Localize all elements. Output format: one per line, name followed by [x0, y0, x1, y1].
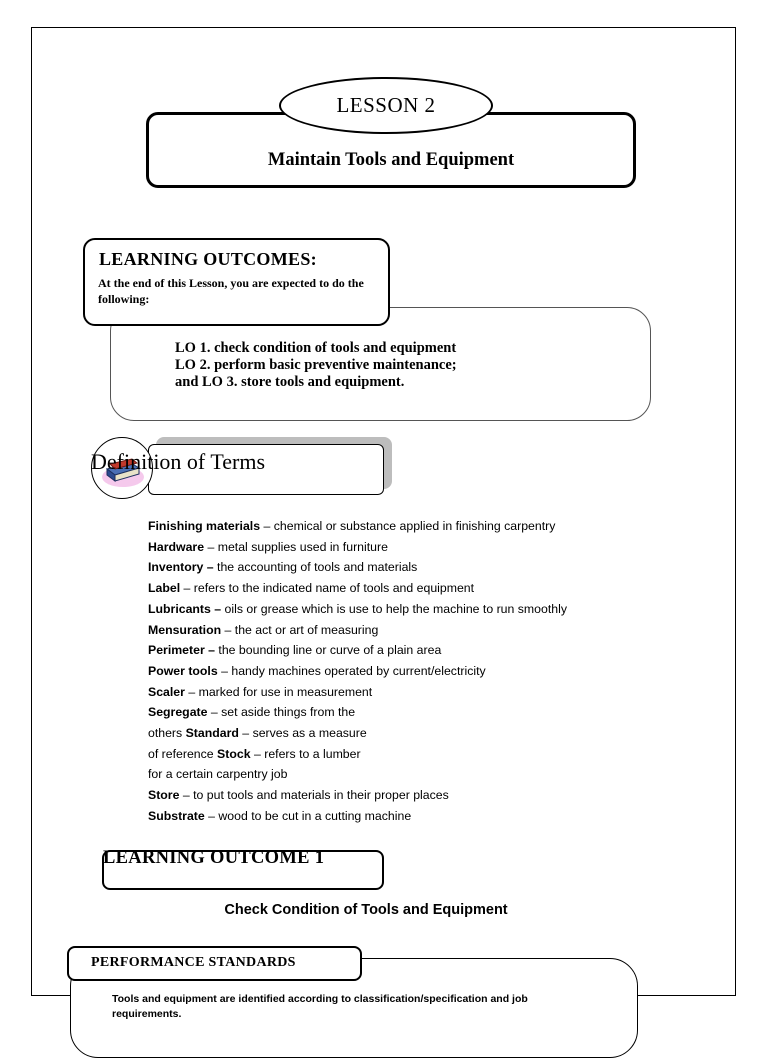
term-name: Stock — [217, 746, 251, 761]
list-item — [148, 785, 567, 806]
learning-outcomes-heading: LEARNING OUTCOMES: — [99, 249, 317, 269]
term-name: Store — [148, 788, 180, 803]
definitions-heading: Definition of Terms — [91, 449, 266, 474]
term-definition: the accounting of tools and materials — [213, 560, 418, 575]
list-item — [148, 661, 567, 682]
list-item — [148, 516, 567, 537]
term-definition: – to put tools and materials in their proper places — [179, 788, 449, 803]
term-definition: – handy machines operated by current/electricity — [217, 663, 486, 678]
performance-standards-header-box — [67, 946, 362, 981]
term-name: Inventory – — [148, 560, 214, 575]
list-item — [148, 723, 567, 744]
list-item — [148, 744, 567, 765]
term-prefix: of reference — [148, 746, 218, 761]
term-definition: – refers to a lumber — [250, 746, 361, 761]
term-name: Segregate — [148, 705, 208, 720]
list-item — [148, 640, 567, 661]
term-name: Power tools — [148, 663, 218, 678]
learning-outcome-item: and LO 3. store tools and equipment. — [175, 374, 405, 390]
term-name: Hardware — [148, 539, 205, 554]
learning-outcome-item: LO 1. check condition of tools and equipment — [175, 340, 457, 356]
performance-standards-heading: PERFORMANCE STANDARDS — [91, 955, 296, 970]
lesson-title: Maintain Tools and Equipment — [267, 150, 515, 170]
term-prefix: others — [148, 726, 186, 741]
learning-outcomes-header-box — [83, 238, 390, 326]
term-name: Standard — [185, 726, 239, 741]
term-name: Substrate — [148, 808, 205, 823]
list-item — [148, 682, 567, 703]
term-definition: – refers to the indicated name of tools and equipment — [180, 581, 475, 596]
section-title: Check Condition of Tools and Equipment — [224, 902, 508, 918]
list-item — [148, 764, 567, 785]
list-item — [148, 702, 567, 723]
learning-outcome-item: LO 2. perform basic preventive maintenance; — [175, 357, 457, 373]
list-item — [148, 806, 567, 827]
performance-standards-text: Tools and equipment are identified according to classification/specification and job requirements. — [112, 993, 528, 1020]
list-item — [148, 578, 567, 599]
term-name: Label — [148, 581, 181, 596]
terms-list — [148, 516, 567, 827]
learning-outcome-1-heading: LEARNING OUTCOME 1 — [103, 848, 325, 868]
term-definition: oils or grease which is use to help the machine to run smoothly — [221, 601, 567, 616]
term-definition: – serves as a measure — [238, 726, 367, 741]
term-name: Perimeter – — [148, 643, 215, 658]
term-definition: the bounding line or curve of a plain area — [215, 643, 442, 658]
list-item — [148, 620, 567, 641]
term-definition: – set aside things from the — [207, 705, 356, 720]
term-name: Lubricants – — [148, 601, 222, 616]
term-name: Mensuration — [148, 622, 222, 637]
term-definition: – marked for use in measurement — [184, 684, 373, 699]
list-item — [148, 537, 567, 558]
term-name: Scaler — [148, 684, 185, 699]
term-definition: – the act or art of measuring — [221, 622, 379, 637]
term-definition: – wood to be cut in a cutting machine — [204, 808, 412, 823]
term-definition: – metal supplies used in furniture — [204, 539, 388, 554]
list-item — [148, 557, 567, 578]
lesson-label-oval — [279, 77, 493, 134]
learning-outcomes-list — [175, 340, 457, 391]
lesson-label: LESSON 2 — [336, 93, 436, 117]
term-prefix: for a certain carpentry job — [148, 767, 288, 782]
learning-outcomes-intro: At the end of this Lesson, you are expected to do the following: — [98, 276, 364, 306]
list-item — [148, 599, 567, 620]
term-name: Finishing materials — [148, 519, 261, 533]
term-definition: – chemical or substance applied in finishing carpentry — [260, 519, 556, 533]
